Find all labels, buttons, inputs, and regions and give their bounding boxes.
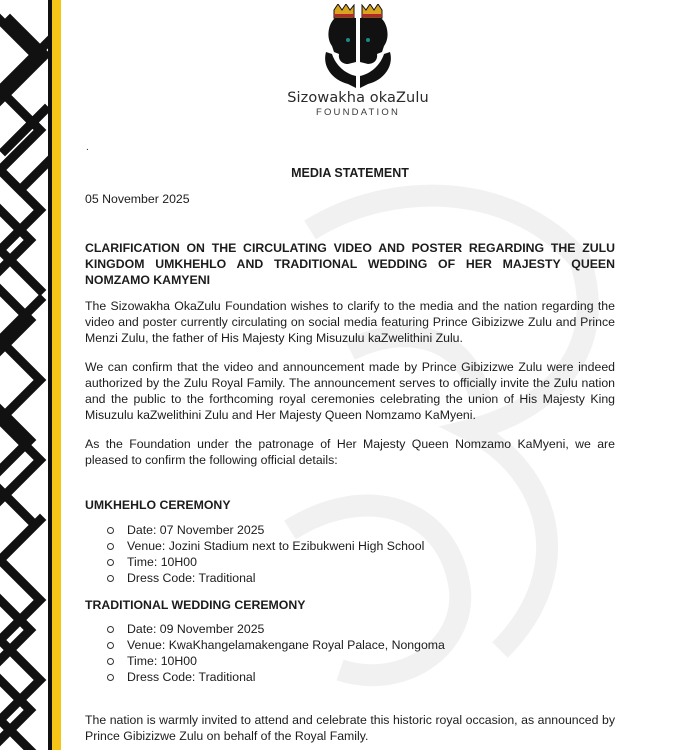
paragraph-2: We can confirm that the video and announcement made by Prince Gibizizwe Zulu were indeed authorized by the Zulu Royal Family. The announcement serves to officially invite the Zulu nation and the public to the forthcoming royal ceremonies celebrating the union of His Majesty King Misuzulu kaZwelithini Zulu and Her Majesty Queen Nomzamo KaMyeni.	[85, 360, 615, 422]
page-title: MEDIA STATEMENT	[291, 166, 409, 180]
list-item: Time: 10H00	[104, 653, 445, 669]
closing-paragraph: The nation is warmly invited to attend and celebrate this historic royal occasion, as announced by Prince Gibizizwe Zulu on behalf of the Royal Family.	[85, 713, 615, 743]
list-item: Dress Code: Traditional	[104, 669, 445, 685]
paragraph-1: The Sizowakha OkaZulu Foundation wishes to clarify to the media and the nation regarding the video and poster currently circulating on social media featuring Prince Gibizizwe Zulu and Prince Menzi Zulu, the father of His Majesty King Misuzulu kaZwelithini Zulu.	[85, 299, 615, 345]
list-item: Date: 09 November 2025	[104, 621, 445, 637]
statement-date: 05 November 2025	[85, 192, 190, 206]
wedding-details-list	[104, 621, 445, 685]
foundation-emblem-icon	[308, 4, 408, 90]
crown-icon	[334, 4, 382, 18]
list-item: Dress Code: Traditional	[104, 570, 424, 586]
section-title-umkhehlo: UMKHEHLO CEREMONY	[85, 498, 231, 512]
logo	[278, 0, 438, 118]
organization-subtitle: FOUNDATION	[315, 107, 401, 118]
umkhehlo-details-list	[104, 522, 424, 586]
statement-title: CLARIFICATION ON THE CIRCULATING VIDEO AND POSTER REGARDING THE ZULU KINGDOM UMKHEHLO AND TRADITIONAL WEDDING OF HER MAJESTY QUEEN NOMZAMO KAMYENI	[85, 241, 615, 287]
section-title-wedding: TRADITIONAL WEDDING CEREMONY	[85, 598, 306, 612]
stray-mark: .	[86, 142, 89, 153]
list-item: Venue: KwaKhangelamakengane Royal Palace, Nongoma	[104, 637, 445, 653]
list-item: Venue: Jozini Stadium next to Ezibukweni High School	[104, 538, 424, 554]
list-item: Time: 10H00	[104, 554, 424, 570]
decorative-border	[0, 0, 66, 750]
organization-name: Sizowakha okaZulu	[287, 90, 429, 106]
paragraph-3: As the Foundation under the patronage of Her Majesty Queen Nomzamo KaMyeni, we are pleased to confirm the following official details:	[85, 437, 615, 467]
list-item: Date: 07 November 2025	[104, 522, 424, 538]
